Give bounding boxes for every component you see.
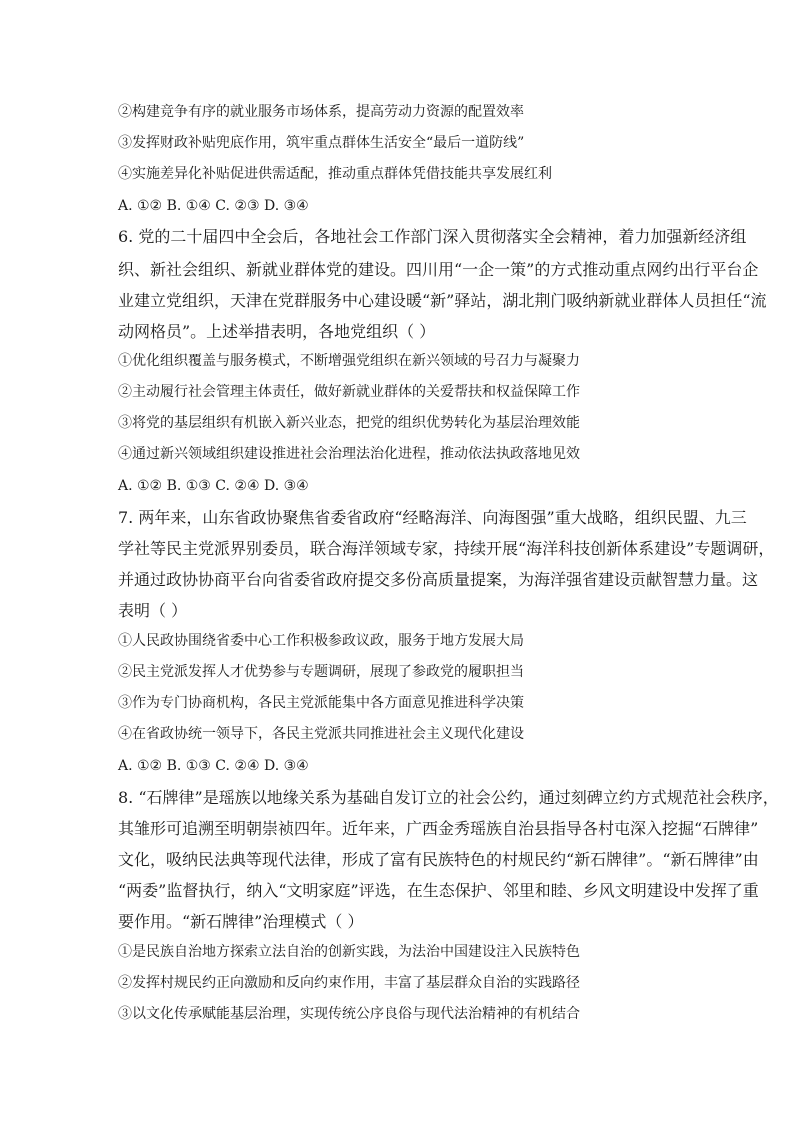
q6-stem-line-3: 业建立党组织，天津在党群服务中心建设暖“新”驿站，湖北荆门吸纳新就业群体人员担任“流 [118,291,767,310]
q7-option-4: ④在省政协统一领导下，各民主党派共同推进社会主义现代化建设 [118,726,524,742]
q5-option-3: ③发挥财政补贴兜底作用，筑牢重点群体生活安全“最后一道防线” [118,135,525,151]
q5-option-2: ②构建竞争有序的就业服务市场体系，提高劳动力资源的配置效率 [118,104,524,120]
q7-stem-line-2: 学社等民主党派界别委员，联合海洋领域专家，持续开展“海洋科技创新体系建设”专题调研， [118,539,775,558]
q8-stem-line-5: 要作用。“新石牌律”治理模式（ ） [118,912,364,931]
q6-option-1: ①优化组织覆盖与服务模式，不断增强党组织在新兴领域的号召力与凝聚力 [118,353,580,369]
q6-option-3: ③将党的基层组织有机嵌入新兴业态，把党的组织优势转化为基层治理效能 [118,415,580,431]
q6-stem-line-1: 6. 党的二十届四中全会后，各地社会工作部门深入贯彻落实全会精神，着力加强新经济组 [118,227,747,246]
q6-stem-line-4: 动网格员”。上述举措表明，各地党组织（ ） [118,322,436,341]
q7-stem-line-3: 并通过政协协商平台向省委省政府提交多份高质量提案，为海洋强省建设贡献智慧力量。这 [118,570,759,589]
q7-stem-line-4: 表明（ ） [118,601,188,620]
q6-option-2: ②主动履行社会管理主体责任，做好新就业群体的关爱帮扶和权益保障工作 [118,384,580,400]
q7-option-2: ②民主党派发挥人才优势参与专题调研，展现了参政党的履职担当 [118,664,524,680]
q8-stem-line-4: “两委”监督执行，纳入“文明家庭”评选，在生态保护、邻里和睦、乡风文明建设中发挥了重 [118,881,759,900]
q7-stem-line-1: 7. 两年来，山东省政协聚焦省委省政府“经略海洋、向海图强”重大战略，组织民盟、九三 [118,508,747,527]
q8-stem-line-1: 8. “石牌律”是瑶族以地缘关系为基础自发订立的社会公约，通过刻碑立约方式规范社会秩序， [118,788,779,807]
q8-stem-line-3: 文化，吸纳民法典等现代法律，形成了富有民族特色的村规民约“新石牌律”。“新石牌律”由 [118,850,759,869]
q8-option-1: ①是民族自治地方探索立法自治的创新实践，为法治中国建设注入民族特色 [118,944,580,960]
q7-option-1: ①人民政协围绕省委中心工作积极参政议政，服务于地方发展大局 [118,633,524,649]
q6-stem-line-2: 织、新社会组织、新就业群体党的建设。四川用“一企一策”的方式推动重点网约出行平台企 [118,260,759,279]
q7-option-3: ③作为专门协商机构，各民主党派能集中各方面意见推进科学决策 [118,695,524,711]
q5-option-4: ④实施差异化补贴促进供需适配，推动重点群体凭借技能共享发展红利 [118,166,552,182]
q8-stem-line-2: 其雏形可追溯至明朝崇祯四年。近年来，广西金秀瑶族自治县指导各村屯深入挖掘“石牌律” [118,819,759,838]
q5-answer-choices: A. ①② B. ①④ C. ②③ D. ③④ [118,198,309,214]
q8-option-2: ②发挥村规民约正向激励和反向约束作用，丰富了基层群众自治的实践路径 [118,975,580,991]
q6-answer-choices: A. ①② B. ①③ C. ②④ D. ③④ [118,478,309,494]
q8-option-3: ③以文化传承赋能基层治理，实现传统公序良俗与现代法治精神的有机结合 [118,1006,580,1022]
q6-option-4: ④通过新兴领域组织建设推进社会治理法治化进程，推动依法执政落地见效 [118,446,580,462]
q7-answer-choices: A. ①② B. ①③ C. ②④ D. ③④ [118,758,309,774]
